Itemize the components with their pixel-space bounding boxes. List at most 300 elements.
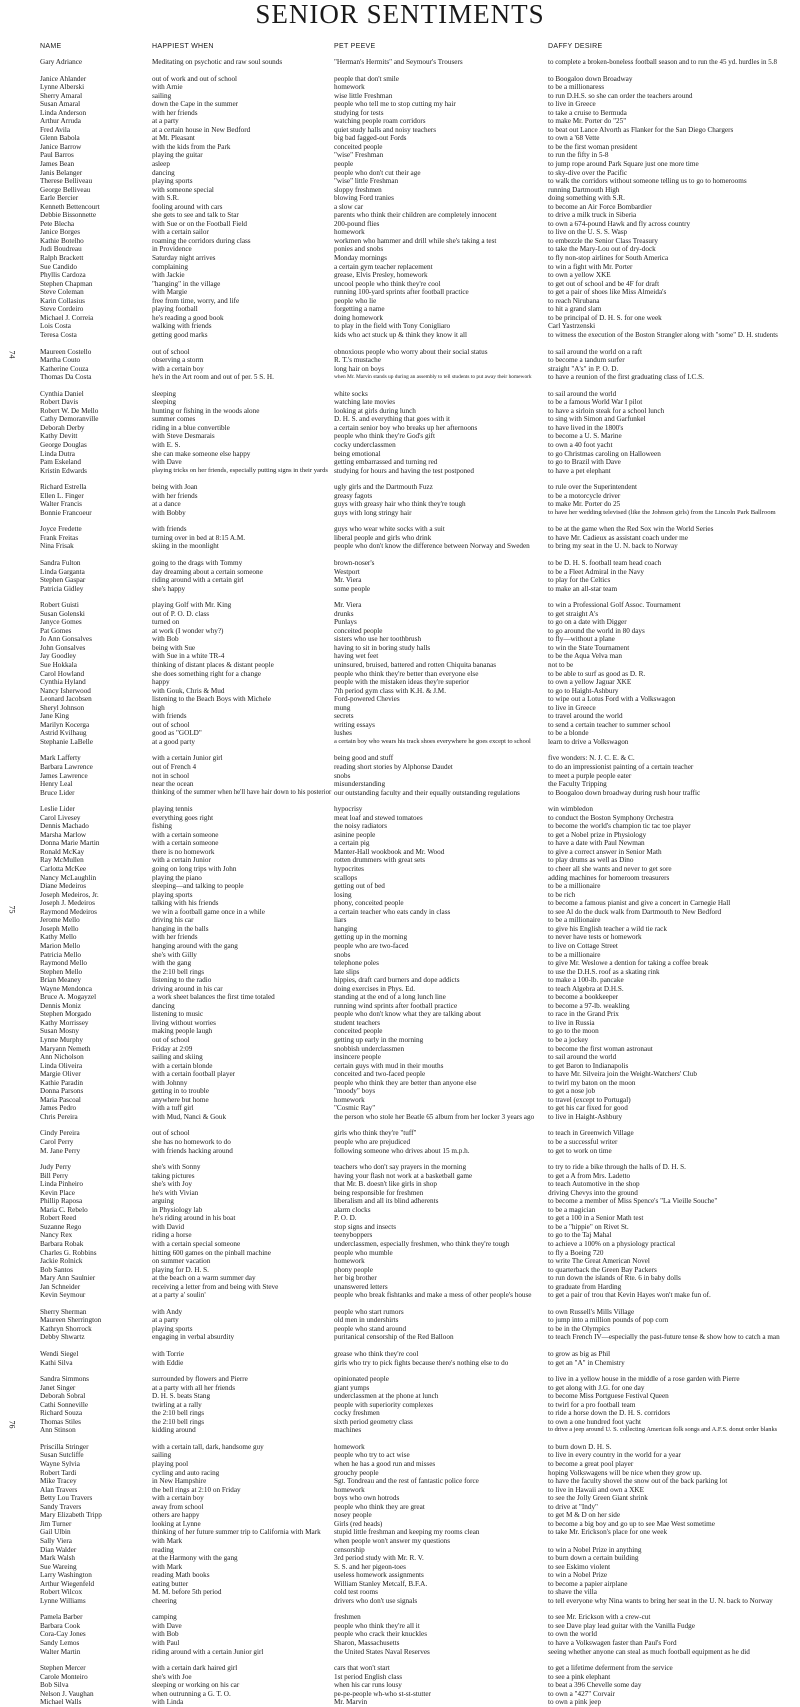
pet-peeve: running wind sprints after football practice [334,1001,458,1010]
daffy-desire: to have lived in the 1800's [548,423,624,432]
happiest-when: with Bob [152,635,179,644]
student-name: Jackie Rolnick [40,1257,83,1266]
pet-peeve: people with the mistaken ideas they're superior [334,678,470,687]
daffy-desire: to embezzle the Senior Class Treasury [548,236,658,245]
table-row [0,365,800,374]
table-row [0,1486,800,1495]
happiest-when: with Margie [152,288,188,297]
daffy-desire: to ride a horse down the D. H. S. corridors [548,1409,671,1418]
table-row [0,1460,800,1469]
pet-peeve: having to sit in boring study halls [334,643,431,652]
sentiments-table [0,58,800,1707]
happiest-when: dancing [152,168,175,177]
student-name: Sandy Lemos [40,1638,80,1647]
pet-peeve: people who stand around [334,1324,407,1333]
happiest-when: with the kids from the Park [152,142,231,151]
table-row [0,1036,800,1045]
daffy-desire: to get an "A" in Chemistry [548,1358,625,1367]
pet-peeve: secrets [334,712,354,721]
table-row [0,738,800,747]
student-name: Stephen Mello [40,967,83,976]
table-row [0,83,800,92]
happiest-when: at work (I wonder why?) [152,626,224,635]
happiest-when: with a certain Junior girl [152,754,223,763]
pet-peeve: workmen who hammer and drill while she's taking a test [334,236,497,245]
daffy-desire: to graduate from Harding [548,1282,622,1291]
happiest-when: cheering [152,1596,177,1605]
student-name: Robert W. De Mello [40,406,99,415]
student-name: Sue Wareing [40,1562,77,1571]
table-row [0,1597,800,1606]
daffy-desire: to teach Automotive in the shop [548,1180,640,1189]
student-name: Teresa Costa [40,330,77,339]
pet-peeve: scallops [334,873,358,882]
happiest-when: with Mud, Nanci & Gouk [152,1112,227,1121]
daffy-desire: to win a Nobel Prize [548,1571,608,1580]
happiest-when: away from school [152,1502,204,1511]
daffy-desire: to become a big boy and go up to see Mae West sometime [548,1519,715,1528]
student-name: Cathy Demoranville [40,415,99,424]
daffy-desire: to take a cruise to Bermuda [548,108,627,117]
pet-peeve: homework [334,1095,365,1104]
happiest-when: kidding around [152,1426,196,1435]
happiest-when: with Bobby [152,508,186,517]
pet-peeve: people who break fishtanks and make a mess of other people's house [334,1291,532,1300]
group-spacer [0,1367,800,1375]
daffy-desire: to become a 97-lb. weakling [548,1001,630,1010]
student-name: Arthur Wiegenfeld [40,1579,95,1588]
happiest-when: getting good marks [152,330,208,339]
happiest-when: out of school [152,720,190,729]
daffy-desire: to reach Nirubana [548,296,600,305]
table-row [0,1698,800,1707]
table-row [0,1401,800,1410]
table-row [0,245,800,254]
happiest-when: sailing and skiing [152,1053,203,1062]
table-row [0,635,800,644]
happiest-when: good as "GOLD" [152,729,202,738]
student-name: Stephen Chapman [40,279,93,288]
happiest-when: with Linda [152,1698,184,1707]
student-name: Stephen Gaspar [40,576,86,585]
happiest-when: in New Hampshire [152,1477,207,1486]
student-name: Therese Belliveau [40,177,93,186]
table-row [0,959,800,968]
table-row [0,968,800,977]
pet-peeve: a slow car [334,202,364,211]
pet-peeve: a certain pig [334,839,370,848]
pet-peeve: getting embarrassed and turning red [334,458,438,467]
happiest-when: a work sheet balances the first time totaled [152,993,275,1002]
student-name: Mark Walsh [40,1554,76,1563]
daffy-desire: Carl Yastrzenski [548,322,596,331]
happiest-when: playing sports [152,1324,193,1333]
student-name: Sandra Simmons [40,1375,89,1384]
happiest-when: with her friends [152,933,198,942]
header-name: NAME [40,43,62,50]
student-name: Kenneth Bettencourt [40,202,100,211]
happiest-when: fishing [152,822,172,831]
happiest-when: sleeping—and talking to people [152,882,244,891]
pet-peeve: teachers who don't say prayers in the morning [334,1163,467,1172]
table-row [0,1648,800,1657]
pet-peeve: people who think they are great [334,1502,425,1511]
happiest-when: complaining [152,262,188,271]
happiest-when: taking pictures [152,1171,195,1180]
happiest-when: at a dance [152,500,181,509]
daffy-desire: to give a correct answer in Senior Math [548,847,662,856]
happiest-when: near the ocean [152,780,194,789]
student-name: M. Jane Perry [40,1146,81,1155]
pet-peeve: censorship [334,1545,365,1554]
pet-peeve: "moody" boys [334,1087,376,1096]
table-row [0,942,800,951]
daffy-desire: to try to ride a bike through the halls of D. H. S. [548,1163,686,1172]
table-row [0,390,800,399]
daffy-desire: to walk the corridors without someone telling us to go to homerooms [548,177,747,186]
student-name: Walter Francis [40,500,82,509]
pet-peeve: homework [334,83,365,92]
group-spacer [0,1435,800,1443]
student-name: Linda Oliveira [40,1061,83,1070]
happiest-when: getting in to trouble [152,1087,209,1096]
daffy-desire: to give Mr. Weslowe a dention for taking a coffee break [548,959,709,968]
pet-peeve: cold test rooms [334,1588,378,1597]
daffy-desire: to take the Mary-Lou out of dry-dock [548,245,656,254]
table-row [0,1520,800,1529]
pet-peeve: cars that won't start [334,1664,390,1673]
happiest-when: in Providence [152,245,192,254]
student-name: Thomas Stiles [40,1417,81,1426]
table-row [0,1580,800,1589]
table-row [0,525,800,534]
table-row [0,780,800,789]
table-row [0,627,800,636]
daffy-desire: seeing whether anyone can steal as much football equipment as he did [548,1647,750,1656]
table-row [0,1129,800,1138]
student-name: Kathi Silva [40,1358,73,1367]
student-name: Ronald McKay [40,847,85,856]
group-spacer [0,340,800,348]
student-name: James Pedro [40,1104,77,1113]
daffy-desire: to have a reunion of the first graduating class of I.C.S. [548,373,704,382]
table-row [0,1138,800,1147]
student-name: Robert Wilcox [40,1588,83,1597]
daffy-desire: to go to the moon [548,1027,599,1036]
student-name: Maureen Sherrington [40,1316,102,1325]
happiest-when: reading Math books [152,1571,210,1580]
student-name: James Lawrence [40,771,88,780]
student-name: Cora-Cay Jones [40,1630,86,1639]
student-name: Earle Bercier [40,194,79,203]
daffy-desire: to drive a milk truck in Siberia [548,211,637,220]
table-row [0,1546,800,1555]
daffy-desire: to be at the game when the Red Sox win the World Series [548,525,714,534]
happiest-when: Friday at 2:09 [152,1044,193,1053]
student-name: James Bean [40,160,75,169]
table-row [0,831,800,840]
student-name: Mark Lafferty [40,754,81,763]
daffy-desire: to hit a grand slam [548,305,602,314]
student-name: Debby Shwartz [40,1333,85,1342]
happiest-when: with E. S. [152,440,181,449]
daffy-desire: to get a lifetime deferment from the service [548,1664,673,1673]
table-row [0,1673,800,1682]
happiest-when: sleeping [152,389,176,398]
happiest-when: with a tuff girl [152,1104,194,1113]
pet-peeve: D. H. S. and everything that goes with it [334,415,450,424]
pet-peeve: her big brother [334,1274,377,1283]
pet-peeve: cocky freshmen [334,1409,380,1418]
table-row [0,1189,800,1198]
page-number-74: 74 [7,350,17,359]
daffy-desire: to own a 40 foot yacht [548,440,613,449]
daffy-desire: not to be [548,661,574,669]
happiest-when: with David [152,1222,185,1231]
happiest-when: at a party [152,1316,179,1325]
happiest-when: listening to music [152,1010,204,1019]
pet-peeve: Mr. Viera [334,601,362,610]
daffy-desire: to drive at "Indy" [548,1502,598,1511]
happiest-when: fooling around with cars [152,202,223,211]
student-name: Michael J. Correia [40,313,94,322]
daffy-desire: to own a yellow Jaguar XKE [548,678,632,687]
daffy-desire: to jump into a million pounds of pop corn [548,1316,669,1325]
happiest-when: out of French 4 [152,763,197,772]
pet-peeve: underclassmen, especially freshmen, who think they're tough [334,1240,510,1248]
page-number-76: 76 [7,1420,17,1429]
table-row [0,1690,800,1699]
student-name: Cynthia Daniel [40,389,84,398]
student-name: Susan Golenski [40,609,85,618]
daffy-desire: to live in Russia [548,1018,595,1027]
daffy-desire: to become the first woman astronaut [548,1044,653,1053]
student-name: Susan Mosny [40,1027,79,1036]
student-name: Bill Perry [40,1171,69,1180]
pet-peeve: when people won't answer my questions [334,1536,451,1545]
student-name: Nancy Isherwood [40,686,91,695]
page-number-75: 75 [7,905,17,914]
happiest-when: with Bob [152,1630,179,1639]
daffy-desire: to travel (except to Portugal) [548,1095,631,1104]
student-name: Lynne Williams [40,1596,86,1605]
table-row [0,228,800,237]
pet-peeve: grease who think they're cool [334,1350,419,1359]
student-name: Leslie Lider [40,805,75,814]
happiest-when: playing pool [152,1460,189,1469]
daffy-desire: to be the first woman president [548,142,638,151]
student-name: Bob Silva [40,1681,69,1690]
student-name: Fred Avila [40,125,71,134]
daffy-desire: to be a "hippie" on Rivet St. [548,1222,629,1231]
pet-peeve: people who lie [334,296,377,305]
happiest-when: anywhere but home [152,1095,209,1104]
student-name: Stephen Morgado [40,1010,92,1019]
table-row [0,763,800,772]
pet-peeve: people who crack their knuckles [334,1630,428,1639]
student-name: George Belliveau [40,185,91,194]
table-row [0,398,800,407]
pet-peeve: being emotional [334,449,381,458]
pet-peeve: telephone poles [334,959,379,968]
pet-peeve: William Stanley Metcalf, B.F.A. [334,1579,428,1588]
table-row [0,559,800,568]
happiest-when: with a certain someone [152,839,219,848]
daffy-desire: to make a 100-lb. pancake [548,976,624,985]
pet-peeve: to play in the field with Tony Conigliaro [334,322,451,331]
student-name: Pete Blecha [40,219,75,228]
student-name: Barbara Cook [40,1621,81,1630]
daffy-desire: to have the faculty shovel the snow out of the back parking lot [548,1477,728,1486]
table-row [0,1283,800,1292]
pet-peeve: that Mr. B. doesn't like girls in shop [334,1180,437,1189]
student-name: Susan Amaral [40,100,81,109]
table-row [0,297,800,306]
table-row [0,644,800,653]
happiest-when: Saturday night arrives [152,254,216,263]
happiest-when: with her friends [152,491,198,500]
happiest-when: out of school [152,347,190,356]
daffy-desire: to teach Algebra at D.H.S. [548,984,624,993]
student-name: Ann Stinson [40,1426,76,1435]
student-name: Sandra Fulton [40,558,81,567]
happiest-when: with Johnny [152,1078,188,1087]
pet-peeve: conceited people [334,626,383,635]
student-name: Robert Guisti [40,601,79,610]
table-row [0,772,800,781]
table-row [0,610,800,619]
student-name: Jan Schneider [40,1282,81,1291]
pet-peeve: hippies, draft card burners and dope addicts [334,976,460,985]
group-spacer [0,551,800,559]
table-row [0,670,800,679]
daffy-desire: to make an all-star team [548,584,618,593]
student-name: Deborah Sobral [40,1392,86,1401]
pet-peeve: Punlays [334,618,357,627]
daffy-desire: to drive a jeep around U. S. collecting American folk songs and A.F.S. donut order blanks [548,1426,778,1434]
pet-peeve: the person who stole her Beatle 65 album from her locker 3 years ago [334,1112,535,1121]
pet-peeve: nosey people [334,1511,372,1520]
pet-peeve: "Cosmic Ray" [334,1104,376,1113]
pet-peeve: mung [334,703,351,712]
student-name: Mike Tracey [40,1477,77,1486]
student-name: Pam Eskeland [40,458,81,467]
table-row [0,1639,800,1648]
student-name: Nelson J. Vaughan [40,1689,94,1698]
pet-peeve: looking at girls during lunch [334,406,416,415]
student-name: Carol Livesey [40,813,81,822]
daffy-desire: hoping Volkswagens will be nice when they grow up. [548,1468,702,1477]
table-row [0,1563,800,1572]
student-name: Linda Dutra [40,449,75,458]
daffy-desire: to teach French IV—especially the past-future tense & show how to catch a man [548,1333,780,1342]
pet-peeve: grouchy people [334,1468,379,1477]
daffy-desire: to bring my seat in the U. N. back to Norway [548,542,678,551]
student-name: Stephen Mercer [40,1664,86,1673]
pet-peeve: opinionated people [334,1375,389,1384]
daffy-desire: to make Mr. Porter do 25 [548,500,621,509]
happiest-when: surrounded by flowers and Pierre [152,1375,248,1384]
daffy-desire: to go on a date with Digger [548,618,627,627]
happiest-when: playing the piano [152,873,202,882]
daffy-desire: to fly non-stop airlines for South America [548,254,669,263]
pet-peeve: reading short stories by Alphonse Daudet [334,763,453,772]
happiest-when: Meditating on psychotic and raw soul sounds [152,58,283,66]
student-name: Dian Walder [40,1545,77,1554]
daffy-desire: to live in a yellow house in the middle of a rose garden with Pierre [548,1375,740,1384]
student-name: Robert Tardi [40,1468,77,1477]
table-row [0,1079,800,1088]
happiest-when: at a party with all her friends [152,1383,236,1392]
student-name: Joseph J. Medeiros [40,899,95,908]
daffy-desire: to own a yellow XKE [548,271,611,280]
table-row [0,993,800,1002]
table-row [0,415,800,424]
pet-peeve: cocky underclassmen [334,440,396,449]
table-row [0,441,800,450]
table-row [0,951,800,960]
happiest-when: out of P. O. D. class [152,609,210,618]
happiest-when: she can make someone else happy [152,449,251,458]
happiest-when: thinking of the summer when he'll have hair down to his posterior [152,788,332,796]
happiest-when: with a certain boy [152,1494,204,1503]
pet-peeve: the noisy radiators [334,822,388,831]
table-row [0,134,800,143]
pet-peeve: teenyboppers [334,1231,373,1240]
student-name: Joyce Fredette [40,525,82,534]
daffy-desire: to have a date with Paul Newman [548,839,645,848]
student-name: Lois Costa [40,322,71,331]
pet-peeve: following someone who drives about 15 m.p.h. [334,1146,470,1155]
pet-peeve: phony people [334,1265,373,1274]
group-spacer [0,382,800,390]
daffy-desire: to own a 674-pound Hawk and fly across country [548,219,691,228]
header-happiest: HAPPIEST WHEN [152,43,214,50]
student-name: Wendi Siegel [40,1350,79,1359]
pet-peeve: people who think they are better than anyone else [334,1078,477,1087]
pet-peeve: people who start rumors [334,1307,404,1316]
table-row [0,314,800,323]
pet-peeve: doing homework [334,313,383,322]
table-row [0,1257,800,1266]
table-row [0,1588,800,1597]
happiest-when: hanging in the balls [152,924,209,933]
daffy-desire: to grow as big as Phil [548,1350,611,1359]
table-row [0,601,800,610]
student-name: Linda Pinheiro [40,1180,83,1189]
pet-peeve: people that don't smile [334,74,399,83]
pet-peeve: Sharon, Massachusetts [334,1638,400,1647]
pet-peeve: conceited and two-faced people [334,1070,426,1079]
student-name: Martha Couto [40,356,81,365]
happiest-when: not in school [152,771,190,780]
happiest-when: she's happy [152,584,186,593]
student-name: Kathryn Shorrock [40,1324,92,1333]
table-row [0,712,800,721]
happiest-when: she does something right for a change [152,669,261,678]
table-row [0,500,800,509]
pet-peeve: having your flash not work at a basketball game [334,1171,473,1180]
table-row [0,1062,800,1071]
happiest-when: riding in a blue convertible [152,423,230,432]
happiest-when: D. H. S. beats Stang [152,1392,211,1401]
happiest-when: at a good party [152,737,195,746]
student-name: Ralph Brackett [40,254,84,263]
happiest-when: listening to the Beach Boys with Michele [152,695,271,704]
daffy-desire: to be a successful writer [548,1137,618,1146]
table-row [0,1359,800,1368]
table-row [0,1231,800,1240]
